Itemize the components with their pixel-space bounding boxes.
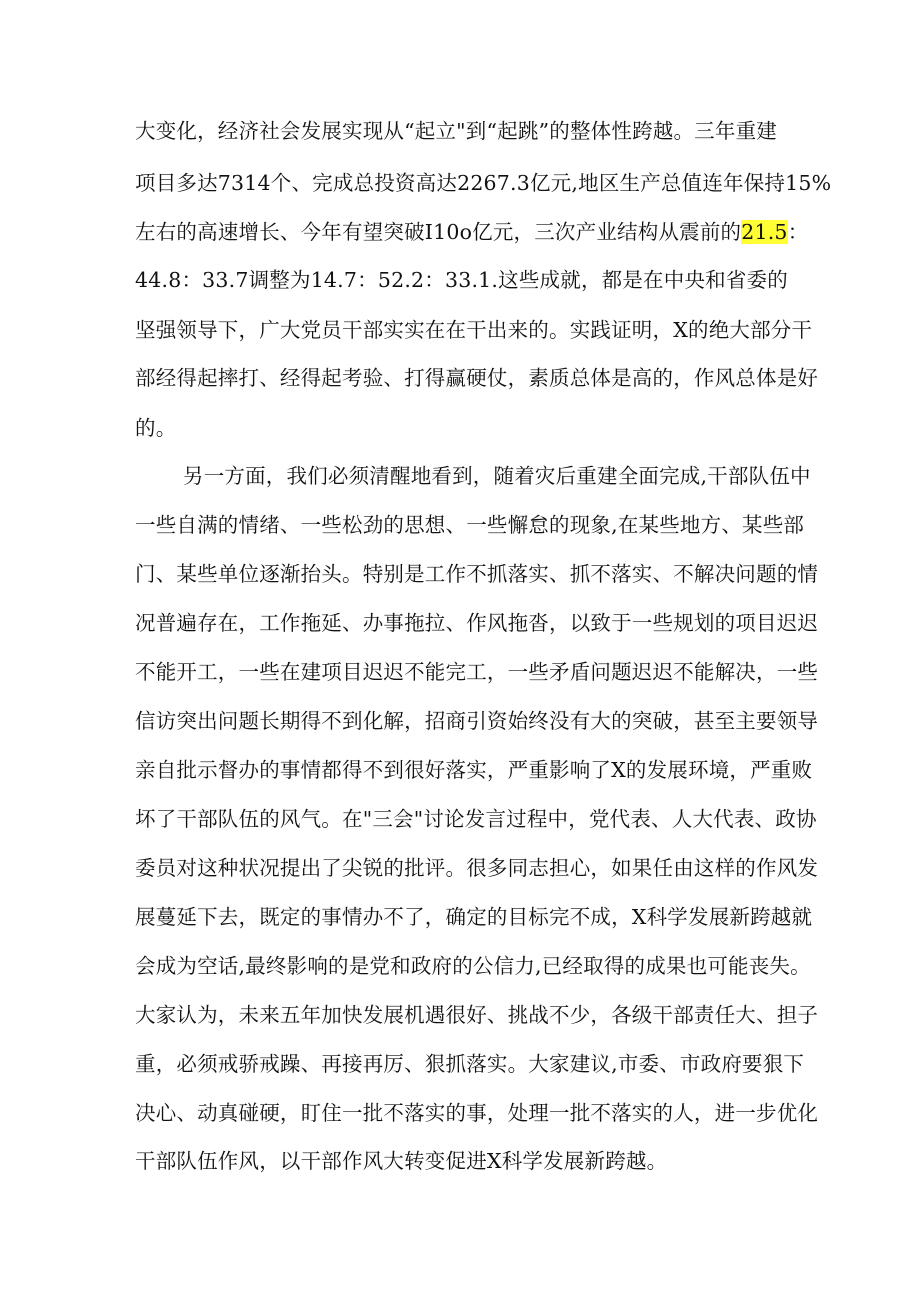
text-line: 信访突出问题长期得不到化解，招商引资始终没有大的突破，甚至主要领导 bbox=[135, 709, 819, 733]
text-line: 部经得起摔打、经得起考验、打得赢硬仗，素质总体是高的，作风总体是好 bbox=[135, 366, 819, 390]
text-line: 项目多达7314个、完成总投资高达2267.3亿元,地区生产总值连年保持15% bbox=[135, 171, 832, 195]
highlighted-text: 21.5 bbox=[741, 220, 788, 244]
text-line: 不能开工，一些在建项目迟迟不能完工，一些矛盾问题迟迟不能解决，一些 bbox=[135, 660, 819, 684]
text-line: 大家认为，未来五年加快发展机遇很好、挑战不少，各级干部责任大、担子 bbox=[135, 1003, 819, 1027]
text-segment: 左右的高速增长、今年有望突破I10o亿元，三次产业结构从震前的 bbox=[135, 220, 742, 244]
text-line bbox=[135, 214, 809, 250]
text-line: 决心、动真碰硬，盯住一批不落实的事，处理一批不落实的人，进一步优化 bbox=[135, 1101, 819, 1125]
text-line: 会成为空话,最终影响的是党和政府的公信力,已经取得的成果也可能丧失。 bbox=[135, 954, 811, 978]
text-line: 委员对这种状况提出了尖锐的批评。很多同志担心，如果任由这样的作风发 bbox=[135, 856, 819, 880]
text-line: 重，必须戒骄戒躁、再接再厉、狠抓落实。大家建议,市委、市政府要狠下 bbox=[135, 1052, 805, 1076]
text-line: 亲自批示督办的事情都得不到很好落实，严重影响了X的发展环境，严重败 bbox=[135, 758, 813, 782]
text-line: 干部队伍作风，以干部作风大转变促进X科学发展新跨越。 bbox=[135, 1149, 668, 1173]
text-line: 一些自满的情绪、一些松劲的思想、一些懈怠的现象,在某些地方、某些部 bbox=[135, 513, 805, 537]
text-line: 大变化，经济社会发展实现从“起立"到“起跳”的整体性跨越。三年重建 bbox=[135, 119, 777, 143]
text-line: 门、某些单位逐渐抬头。特别是工作不抓落实、抓不落实、不解决问题的情 bbox=[135, 562, 819, 586]
text-line: 另一方面，我们必须清醒地看到，随着灾后重建全面完成,干部队伍中 bbox=[183, 464, 811, 488]
text-line: 的。 bbox=[135, 416, 177, 440]
text-line: 44.8：33.7调整为14.7：52.2：33.1.这些成就，都是在中央和省委的 bbox=[135, 268, 788, 292]
text-line: 坚强领导下，广大党员干部实实在在干出来的。实践证明，X的绝大部分干 bbox=[135, 318, 813, 342]
text-line: 况普遍存在，工作拖延、办事拖拉、作风拖沓，以致于一些规划的项目迟迟 bbox=[135, 611, 819, 635]
text-segment: ： bbox=[787, 220, 809, 244]
text-line: 坏了干部队伍的风气。在"三会"讨论发言过程中，党代表、人大代表、政协 bbox=[135, 807, 817, 831]
text-line: 展蔓延下去，既定的事情办不了，确定的目标完不成，X科学发展新跨越就 bbox=[135, 905, 813, 929]
